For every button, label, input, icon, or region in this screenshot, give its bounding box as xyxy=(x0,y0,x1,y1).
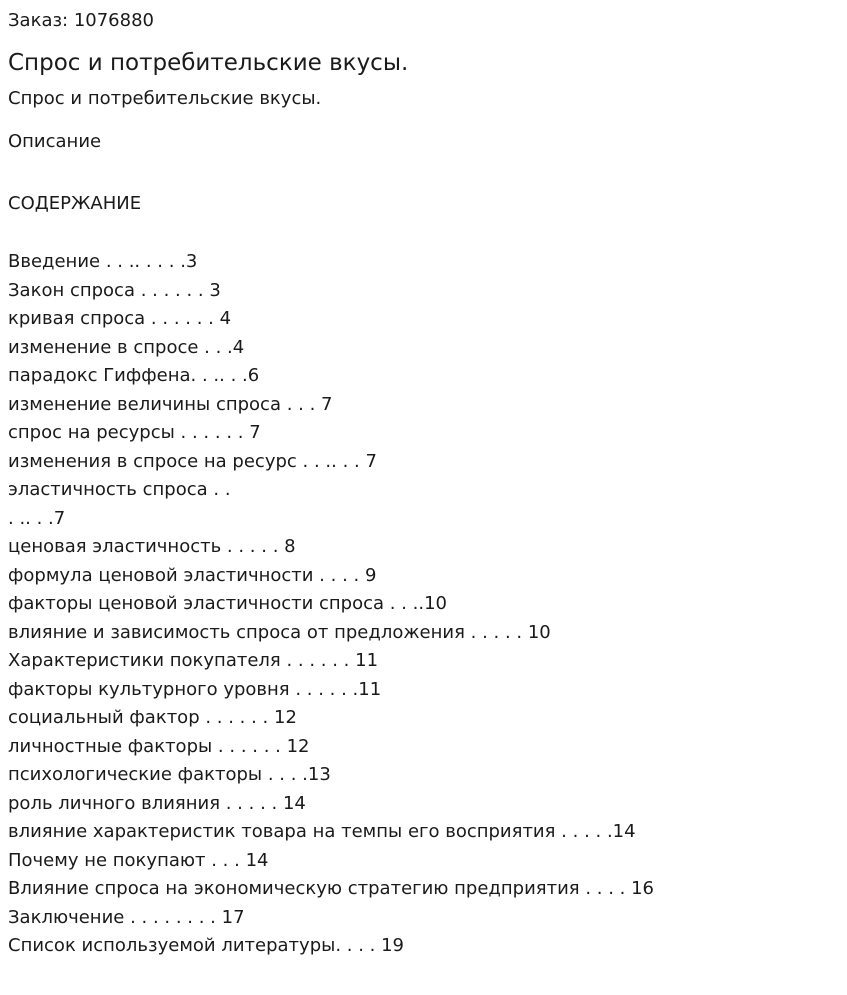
page-title: Спрос и потребительские вкусы. xyxy=(8,50,409,76)
toc-item: Список используемой литературы. . . . 19 xyxy=(8,935,405,956)
table-of-contents xyxy=(8,248,654,961)
order-number: Заказ: 1076880 xyxy=(8,10,154,31)
toc-item: социальный фактор . . . . . . 12 xyxy=(8,707,297,728)
contents-heading: СОДЕРЖАНИЕ xyxy=(8,193,142,214)
toc-item: факторы культурного уровня . . . . . .11 xyxy=(8,678,382,700)
toc-item: роль личного влияния . . . . . 14 xyxy=(8,792,306,814)
toc-item: Заключение . . . . . . . . 17 xyxy=(8,906,245,928)
description-heading: Описание xyxy=(8,131,102,152)
toc-item: изменение величины спроса . . . 7 xyxy=(8,393,333,415)
toc-item: факторы ценовой эластичности спроса . . ..10 xyxy=(8,593,447,614)
toc-item: кривая спроса . . . . . . 4 xyxy=(8,308,232,329)
toc-item: Почему не покупают . . . 14 xyxy=(8,849,269,871)
toc-item: эластичность спроса . . xyxy=(8,479,231,500)
toc-item: изменение в спросе . . .4 xyxy=(8,336,245,358)
toc-item: формула ценовой эластичности . . . . 9 xyxy=(8,564,377,586)
toc-item: влияние и зависимость спроса от предложения . . . . . 10 xyxy=(8,621,551,643)
toc-item: Влияние спроса на экономическую стратегию предприятия . . . . 16 xyxy=(8,878,655,899)
toc-item: Закон спроса . . . . . . 3 xyxy=(8,279,221,301)
toc-item: Введение . . .. . . . .3 xyxy=(8,251,198,272)
toc-item: парадокс Гиффена. . .. . .6 xyxy=(8,365,260,386)
toc-item: влияние характеристик товара на темпы его восприятия . . . . .14 xyxy=(8,821,636,842)
toc-item: личностные факторы . . . . . . 12 xyxy=(8,735,310,757)
page-subtitle: Спрос и потребительские вкусы. xyxy=(8,88,322,109)
toc-item: . .. . .7 xyxy=(8,507,66,529)
toc-item: ценовая эластичность . . . . . 8 xyxy=(8,536,296,557)
toc-item: психологические факторы . . . .13 xyxy=(8,764,331,785)
toc-item: спрос на ресурсы . . . . . . 7 xyxy=(8,422,261,443)
toc-item: Характеристики покупателя . . . . . . 11 xyxy=(8,650,379,671)
toc-item: изменения в спросе на ресурс . . .. . . 7 xyxy=(8,450,377,472)
